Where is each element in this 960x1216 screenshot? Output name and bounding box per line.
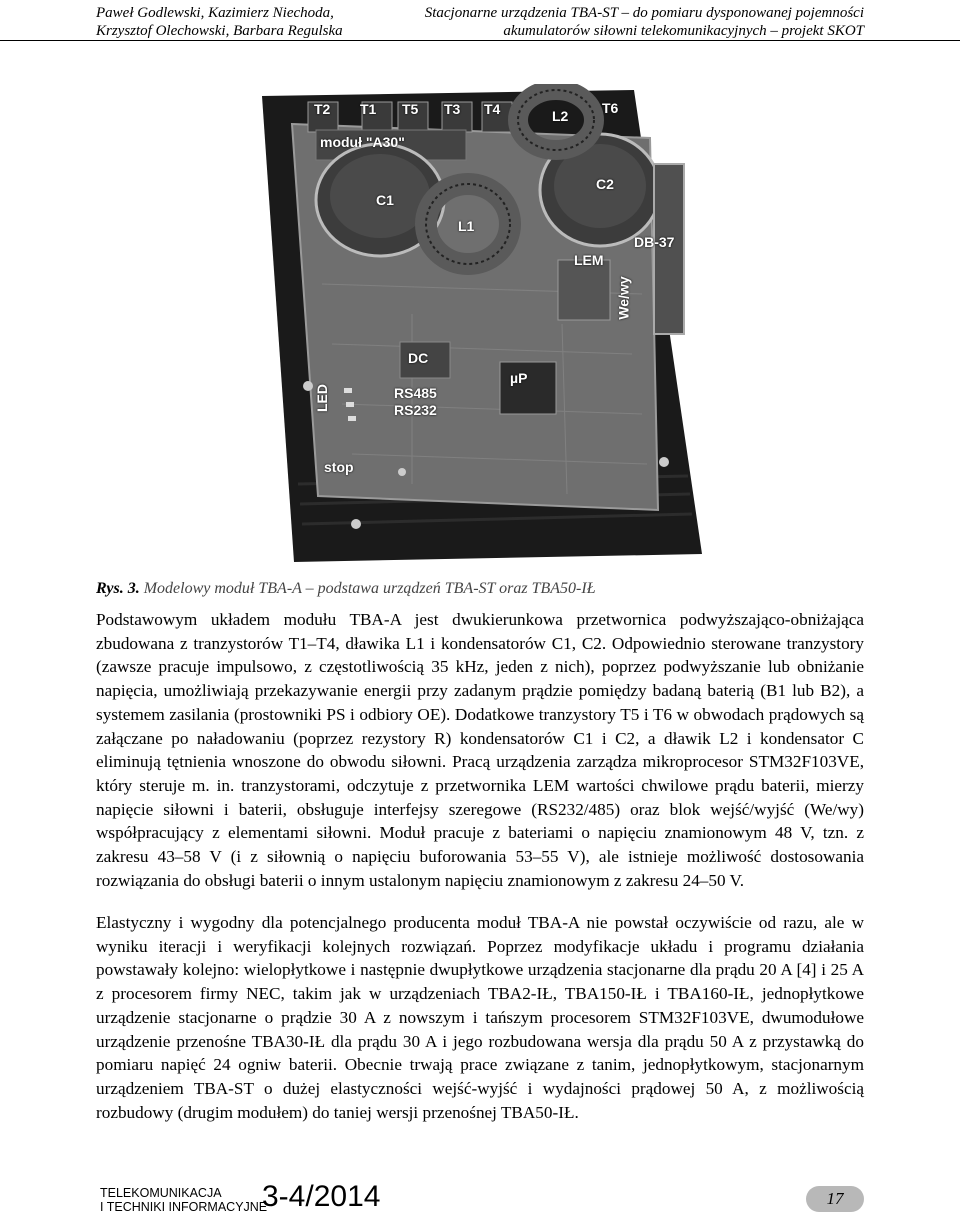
title-line-2: akumulatorów siłowni telekomunikacyjnych – projekt SKOT — [503, 23, 864, 39]
label-t1: T1 — [360, 101, 377, 117]
label-t5: T5 — [402, 101, 419, 117]
authors-line-2: Krzysztof Olechowski, Barbara Regulska — [96, 23, 343, 39]
module-photo-drawing — [262, 84, 710, 562]
label-l2: L2 — [552, 108, 569, 124]
header-rule — [0, 40, 960, 41]
label-up: µP — [510, 370, 528, 386]
label-t4: T4 — [484, 101, 501, 117]
footer-magazine-line-1: TELEKOMUNIKACJA — [100, 1186, 222, 1200]
label-module: moduł "A30" — [320, 134, 405, 150]
figure-caption — [96, 580, 596, 598]
body-paragraph-1: Podstawowym układem modułu TBA-A jest dwukierunkowa przetwornica podwyższająco-obniżająca zbudowana z tranzystorów T1–T4, dławika L1 i kondensatorów C1, C2. Odpowiednio sterowane tranzystory (zawsze pracuje impulsowo, z częstotliwością 35 kHz, jeden z nich), poprzez podwyższanie lub obniżanie napięcia, umożliwiają przekazywanie energii przy zadanym prądzie pomiędzy badaną baterią (B1 lub B2), a systemem zasilania (prostowniki PS i odbiory OE). Dodatkowe tranzystory T5 i T6 w obwodach prądowych są załączane po naładowaniu (poprzez rezystory R) kondensatorów C1 i C2, a dławik L2 i kondensator C eliminują tętnienia wnoszone do obwodu siłowni. Pracą urządzenia zarządza mikroprocesor STM32F103VE, który steruje m. in. tranzystorami, odczytuje z przetwornika LEM wartości chwilowe prądu baterii, mierzy napięcie siłowni i baterii, obsługuje interfejsy szeregowe (RS232/485) oraz blok wejść/wyjść (We/wy) współpracujący z elementami siłowni. Moduł pracuje z bateriami o napięciu znamionowym 48 V, tzn. z zakresu 43–58 V (i z siłownią o napięciu buforowania 53–55 V), ale istnieje możliwość dostosowania rozwiązania do obsługi baterii o innym ustalonym napięciu znamionowym z zakresu 24–50 V. — [96, 610, 864, 890]
label-c2: C2 — [596, 176, 614, 192]
running-header-title — [425, 4, 864, 40]
footer-magazine-line-2: I TECHNIKI INFORMACYJNE — [100, 1200, 268, 1214]
label-rs485: RS485 — [394, 385, 437, 401]
figure-caption-number: Rys. 3. — [96, 580, 140, 597]
label-t3: T3 — [444, 101, 461, 117]
footer-issue: 3-4/2014 — [262, 1180, 381, 1213]
label-dc: DC — [408, 350, 429, 366]
body-paragraph-2: Elastyczny i wygodny dla potencjalnego producenta moduł TBA-A nie powstał oczywiście od razu, ale w wyniku iteracji i weryfikacji kolejnych rozwiązań. Poprzez modyfikacje układu i programu działania powstawały kolejno: wielopłytkowe i następnie dwupłytkowe urządzenia stacjonarne dla prądu 20 A [4] i 25 A z procesorem firmy NEC, takim jak w urządzeniach TBA2-IŁ, TBA150-IŁ i TBA160-IŁ, jednopłytkowe urządzenie stacjonarne o prądzie 30 A z nowszym i tańszym procesorem STM32F103VE, dwumodułowe urządzenie przenośne TBA30-IŁ dla prądu 30 A i jego rozbudowana wersja dla prądu 50 A z przystawką do pomiaru napięć 24 ogniw baterii. Obecnie trwają prace związane z tanim, jednopłytkowym, stacjonarnym urządzeniem TBA-ST o dużej elastyczności wejść-wyjść i wydajności prądowej 50 A, z możliwością rozbudowy (drugim modułem) do taniej wersji przenośnej TBA50-IŁ. — [96, 913, 864, 1122]
label-lem: LEM — [574, 252, 604, 268]
label-db37: DB-37 — [634, 234, 675, 250]
title-line-1: Stacjonarne urządzenia TBA-ST – do pomiaru dysponowanej pojemności — [424, 5, 864, 21]
running-header-authors — [96, 4, 343, 40]
page-number: 17 — [806, 1186, 864, 1212]
figure-caption-text: Modelowy moduł TBA-A – podstawa urządzeń TBA-ST oraz TBA50-IŁ — [139, 580, 596, 597]
label-c1: C1 — [376, 192, 394, 208]
module-photo — [262, 84, 710, 562]
footer-magazine — [100, 1186, 267, 1214]
authors-line-1: Paweł Godlewski, Kazimierz Niechoda, — [96, 5, 334, 21]
label-wewy: We/wy — [615, 276, 632, 320]
label-t6: T6 — [602, 100, 619, 116]
label-led: LED — [314, 384, 330, 412]
label-t2: T2 — [314, 101, 331, 117]
label-stop: stop — [324, 459, 354, 475]
label-rs232: RS232 — [394, 402, 437, 418]
label-l1: L1 — [458, 218, 475, 234]
